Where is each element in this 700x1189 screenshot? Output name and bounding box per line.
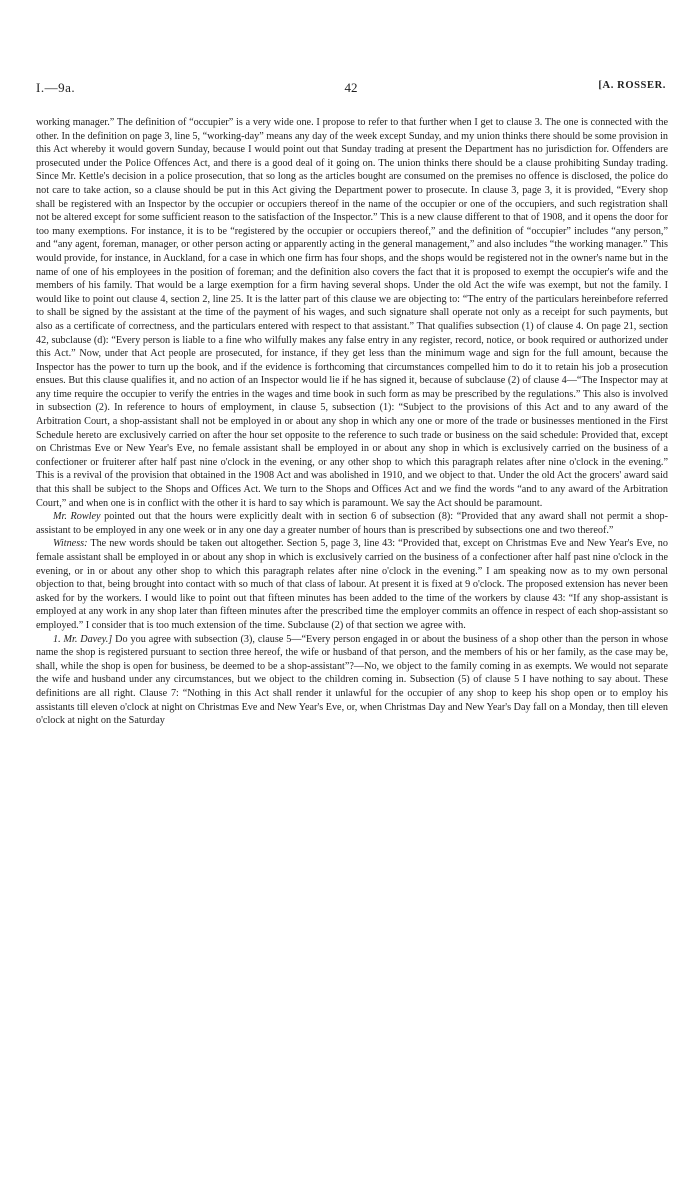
body-text — [36, 116, 668, 728]
speaker-name: Witness: — [53, 538, 88, 550]
document-reference: I.—9a. — [36, 80, 76, 95]
paragraph — [36, 116, 668, 510]
paragraph-text: The new words should be taken out altogether. Section 5, page 3, line 43: “Provided that, except on Christmas Eve and New Year's Eve, no female assistant shall be employed in or about any shop in which is exclusively carried on the business of a confectioner after half past nine o'clock in the evening, or in or about any other shop to which this paragraph relates after nine o'clock in the evening.” I am speaking now as to my own personal objection to that, being brought into contact with so much of that class of labour. At present it is fixed at 9 o'clock. The proposed extension has never been asked for by the workers. I would like to point out that fifteen minutes has been added to the time of the workers by clause 43: “If any shop-assistant is employed at any work in any shop later than fifteen minutes after the prescribed time the employer commits an offence in respect of each shop-assistant so employed.” I consider that is too much extension of the time. Subclause (2) of that section we agree with. — [36, 538, 668, 631]
witness-name: [A. ROSSER. — [598, 80, 666, 91]
paragraph — [36, 537, 668, 632]
speaker-name: Mr. Rowley — [53, 511, 101, 523]
paragraph-text: Do you agree with subsection (3), clause 5—“Every person engaged in or about the business of a shop other than the person in whose name the shop is registered pursuant to section three hereof, the wife or husband of that person, and the members of his or her family, as the case may be, shall, while the shop is open for business, be deemed to be a shop-assistant”?—No, we object to the family coming in as exempts. We would not separate the wife and husband under any circumstances, but we object to the children coming in. Subsection (5) of clause 5 I have nothing to say about. These definitions are all right. Clause 7: “Nothing in this Act shall render it unlawful for the occupier of any shop to keep his shop open or to employ his assistants till eleven o'clock at night on Christmas Eve and New Year's Eve, or, when Christmas Day and New Year's Day fall on a Monday, then till eleven o'clock at night on the Saturday — [36, 633, 668, 727]
page-header — [36, 80, 666, 100]
page-number: 42 — [344, 80, 358, 95]
paragraph-text: working manager.” The definition of “occupier” is a very wide one. I propose to refer to that further when I get to clause 3. The one is connected with the other. In the definition on page 3, line 5, “working-day” means any day of the week except Sunday, and my union thinks there should be some provision in this Act whereby it would govern Sunday, because I would point out that Sunday trading at present the Department has no jurisdiction for. Offenders are prosecuted under the Police Offences Act, and there is a good deal of it going on. The union thinks there should be a clause prohibiting Sunday trading. Since Mr. Kettle's decision in a police prosecution, that so long as the articles bought are consumed on the premises no offence is disclosed, the police do not care to take action, so a clause should be put in this Act giving the Department power to prosecute. In clause 3, page 3, it is provided, “Every shop shall be registered with an Inspector by the occupier or occupiers thereof in the name of the occupier or one of the occupiers, and such registration shall not be altered except for some sufficient reason to the satisfaction of the Inspector.” This is a new clause different to that of 1908, and it opens the door for too many exemptions. For instance, it is to be “registered by the occupier or occupiers thereof,” and the definition of “occupier” includes “any person,” and “any agent, foreman, manager, or other person acting or apparently acting in the general management,” and also includes “the working manager.” This would provide, for instance, in Auckland, for a case in which one firm has four shops, and the shops would be registered not in the owner's name but in the name of one of his employees in the position of foreman; and the definition also covers the fact that it is proposed to exempt the occupier's wife and the members of his family. That would be a large exemption for a firm having several shops. Under the old Act the wife was exempt, but not the family. I would like to point out clause 4, section 2, line 25. It is the latter part of this clause we are objecting to: “The entry of the particulars hereinbefore referred to shall be signed by the assistant at the time of the payment of his wages, and such signature shall operate not only as a receipt for such payments, but also as a certificate of correctness, and the particulars entered with respect to that assistant.” That qualifies subsection (1) of clause 4. On page 21, section 42, subclause (d): “Every person is liable to a fine who wilfully makes any false entry in any register, record, notice, or book required or authorized under this Act.” Now, under that Act people are prosecuted, for instance, if they get less than the minimum wage and sign for the full amount, because the Inspector has the power to turn up the book, and if the evidence is forthcoming that circumstances compelled him to do it to retain his job a prosecution ensues. But this clause qualifies it, and no action of an Inspector would lie if he has signed it, because of subclause (2) of clause 4—“The Inspector may at any time require the occupier to verify the entries in the wages and time book in such form as may be prescribed by the regulations.” This also is involved in subsection (2). In reference to hours of employment, in clause 5, subsection (1): “Subject to the provisions of this Act and to any award of the Arbitration Court, a shop-assistant shall not be employed in or about any shop in which any one or more of the trade or businesses mentioned in the First Schedule hereto are exclusively carried on after the hour set opposite to the reference to such trade or business on the said schedule: Provided that, except on Christmas Eve or New Year's Eve, no female assistant shall be employed in or about any shop in which is exclusively carried on the business of a confectioner or fruiterer after half past nine o'clock in the evening, or any other shop to which this paragraph relates after nine o'clock in the evening.” This is a revival of the provision that obtained in the 1908 Act and was abolished in 1910, and we object to that. Under the old Act the grocers' award said that this shall be subject to the Shops and Offices Act. We turn to the Shops and Offices Act and we find the words “and to any award of the Arbitration Court,” and when one is in conflict with the other it is hard to say which is paramount. We say the Act should be paramount. — [36, 117, 668, 509]
paragraph — [36, 633, 668, 728]
paragraph — [36, 510, 668, 537]
speaker-name: 1. Mr. Davey.] — [53, 633, 113, 645]
paragraph-text: pointed out that the hours were explicitly dealt with in section 6 of subsection (8): “Provided that any award shall not permit a shop-assistant to be employed in any one week or in any one day a greater number of hours than is prescribed by subsections one and two thereof.” — [36, 511, 668, 536]
